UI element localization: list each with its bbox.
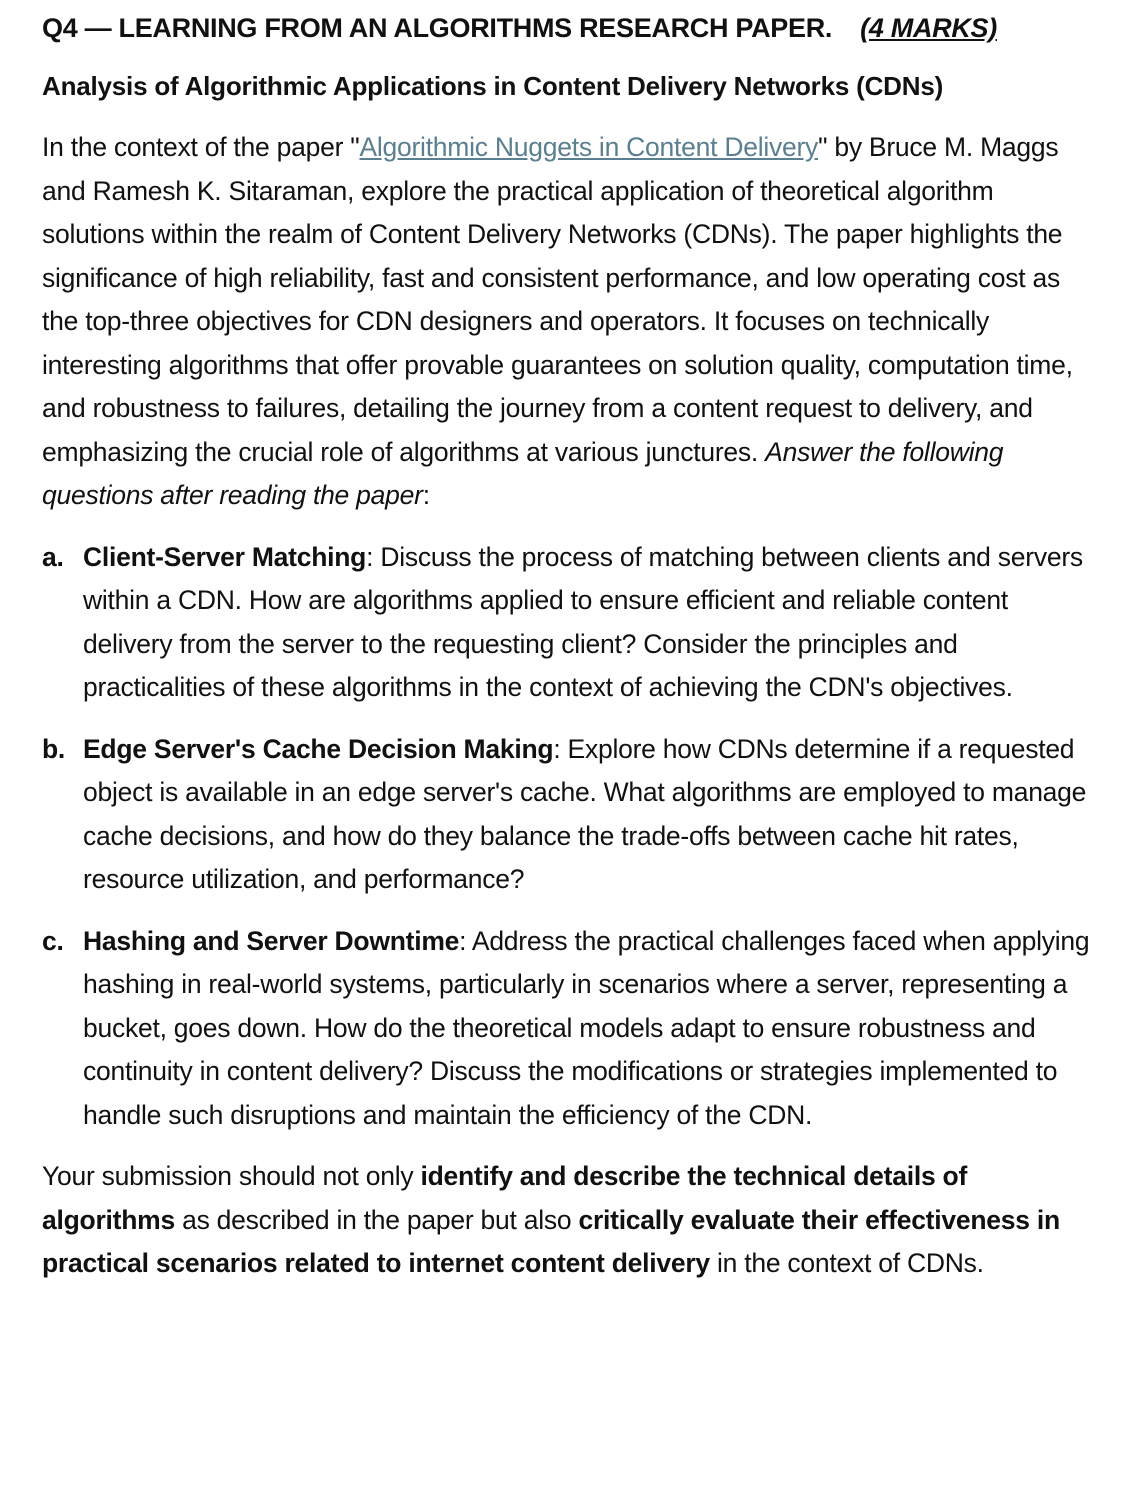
question-term: Edge Server's Cache Decision Making <box>83 733 554 764</box>
paper-link[interactable]: Algorithmic Nuggets in Content Delivery <box>359 132 819 162</box>
closing-bold-1: identify and describe the technical details of algorithms <box>42 1161 968 1235</box>
question-list <box>42 536 1102 1138</box>
closing-paragraph <box>42 1155 1102 1286</box>
intro-prefix: In the context of the paper " <box>42 132 360 162</box>
question-item-b <box>42 728 1102 902</box>
question-text: : Discuss the process of matching between clients and servers within a CDN. How are algorithms applied to ensure efficient and reliable content delivery from the server to the requesting client? Consider the principles and practicalities of these algorithms in the context of achieving the CDN's objectives. <box>83 541 1083 702</box>
question-marker: a. <box>42 541 64 572</box>
closing-part-1: Your submission should not only <box>42 1161 421 1191</box>
question-marker: b. <box>42 733 66 764</box>
question-text: : Address the practical challenges faced when applying hashing in real-world systems, particularly in scenarios where a server, representing a bucket, goes down. How do the theoretical models adapt to ensure robustness and continuity in content delivery? Discuss the modifications or strategies implemented to handle such disruptions and maintain the efficiency of the CDN. <box>83 925 1090 1130</box>
intro-paragraph <box>42 126 1102 518</box>
question-item-a <box>42 536 1102 710</box>
marks-label: (4 MARKS) <box>860 13 997 43</box>
closing-bold-2: critically evaluate their effectiveness in practical scenarios related to internet content delivery <box>42 1204 1060 1278</box>
question-item-c <box>42 920 1102 1138</box>
question-term: Hashing and Server Downtime <box>83 925 460 956</box>
question-title: Q4 — LEARNING FROM AN ALGORITHMS RESEARCH PAPER. <box>42 13 833 43</box>
intro-end: : <box>422 480 430 510</box>
question-heading <box>42 6 1102 50</box>
question-marker: c. <box>42 925 64 956</box>
question-text: : Explore how CDNs determine if a requested object is available in an edge server's cache. What algorithms are employed to manage cache decisions, and how do they balance the trade-offs between cache hit rates, resource utilization, and performance? <box>83 733 1087 894</box>
closing-part-2: as described in the paper but also <box>174 1204 579 1235</box>
intro-instruction: Answer the following questions after reading the paper <box>42 436 1004 510</box>
closing-part-3: in the context of CDNs. <box>709 1248 984 1278</box>
question-term: Client-Server Matching <box>83 541 367 572</box>
intro-body: " by Bruce M. Maggs and Ramesh K. Sitaraman, explore the practical application of theoretical algorithm solutions within the realm of Content Delivery Networks (CDNs). The paper highlights the significance of high reliability, fast and consistent performance, and low operating cost as the top-three objectives for CDN designers and operators. It focuses on technically interesting algorithms that offer provable guarantees on solution quality, computation time, and robustness to failures, detailing the journey from a content request to delivery, and emphasizing the crucial role of algorithms at various junctures. <box>42 132 1073 467</box>
section-subtitle: Analysis of Algorithmic Applications in Content Delivery Networks (CDNs) <box>42 71 944 101</box>
